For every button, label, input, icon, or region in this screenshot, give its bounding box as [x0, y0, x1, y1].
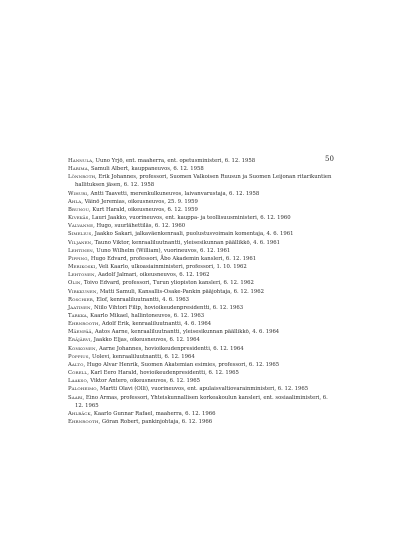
entry-surname: Lehtinen [68, 247, 93, 254]
entry-details: , Eino Armas, professori, Yhteiskunnallisen korkeakoulun kansleri, ent. sosiaaliministeri, 6. 12. 1965 [75, 394, 328, 409]
entry-details: , Karl Eero Harald, hovioikeudenpresidentti, 6. 12. 1965 [87, 370, 239, 377]
list-item [68, 165, 333, 173]
entry-surname: Jaatinen [68, 304, 91, 311]
list-item [68, 157, 333, 165]
entry-details: , Antti Taavetti, merenkulkuneuvos, laivanvarustaja, 6. 12. 1958 [87, 190, 260, 197]
entry-surname: Kivekäs [68, 215, 89, 222]
entry-surname: Laakso [68, 378, 87, 385]
list-item [68, 263, 333, 271]
entry-details: , Väinö Jeremias, oikeusneuvos, 25. 9. 1959 [81, 198, 198, 205]
entry-surname: Aalto [68, 361, 84, 368]
list-item [68, 304, 333, 312]
list-item [68, 394, 333, 410]
entry-surname: Hannula [68, 158, 93, 164]
entry-surname: Ahla [68, 198, 82, 205]
entry-details: , Samuli Albert, kauppaneuvos, 6. 12. 1958 [87, 166, 204, 173]
entry-details: , Toivo Edvard, professori, Turun yliopiston kansleri, 6. 12. 1962 [80, 280, 254, 287]
entry-details: , Veli Kaarlo, ulkoasiainministeri, professori, 1. 10. 1962 [95, 264, 247, 271]
entry-details: , Hugo, suurlähettiläs, 6. 12. 1960 [93, 223, 186, 230]
list-item [68, 377, 333, 385]
entry-surname: Virkkunen [68, 288, 97, 295]
entry-surname: Paloheimo [68, 386, 97, 393]
list-item [68, 222, 333, 230]
entry-surname: Valvanne [68, 223, 94, 230]
entry-surname: Merikoski [68, 264, 96, 271]
entry-surname: Viljanen [68, 239, 92, 246]
honors-list [68, 157, 333, 426]
entry-details: , Lauri Jaakko, vuorineuvos, ent. kauppa- ja teollisuusministeri, 6. 12. 1960 [88, 215, 291, 222]
entry-surname: Ahlbäck [68, 410, 91, 417]
page-number: 50 [325, 155, 334, 163]
entry-details: , Hugo Edvard, professori, Åbo Akademin kansleri, 6. 12. 1961 [87, 255, 257, 262]
list-item [68, 320, 333, 328]
entry-surname: Corell [68, 370, 88, 377]
entry-surname: Wihuri [68, 190, 88, 197]
list-item [68, 190, 333, 198]
entry-details: , Uuno Yrjö, ent. maaherra, ent. opetusministeri, 6. 12. 1958 [92, 158, 256, 164]
entry-details: , Kurt Harald, oikeusneuvos, 6. 12. 1959 [89, 206, 198, 213]
entry-surname: Brunou [68, 206, 90, 213]
entry-surname: Simelius [68, 231, 92, 238]
list-item [68, 312, 333, 320]
list-item [68, 369, 333, 377]
list-item [68, 345, 333, 353]
entry-details: , Kaarlo Gunnar Rafael, maaherra, 6. 12. 1966 [90, 410, 216, 417]
list-item [68, 239, 333, 247]
entry-details: , Kaarlo Mikael, hallintoneuvos, 6. 12. 1963 [86, 312, 205, 319]
entry-surname: Ehrnrooth [68, 321, 99, 328]
list-item [68, 361, 333, 369]
entry-surname: Lönnroth [68, 174, 96, 181]
entry-details: , Tauno Viktor, kenraaliluutnantti, yleisesikunnan päällikkö, 4. 6. 1961 [91, 239, 281, 246]
list-item [68, 198, 333, 206]
entry-details: , Viktor Antero, oikeusneuvos, 6. 12. 1965 [86, 378, 200, 385]
entry-surname: Poppius [68, 353, 89, 360]
entry-surname: Lehtonen [68, 272, 95, 279]
entry-details: , Matti Samuli, Kansallis-Osake-Pankin pääjohtaja, 6. 12. 1962 [96, 288, 264, 295]
entry-details: , Niilo Vihtori Filip, hovioikeudenpresidentti, 6. 12. 1963 [90, 304, 244, 311]
entry-surname: Pipping [68, 255, 88, 262]
list-item [68, 255, 333, 263]
list-item [68, 410, 333, 418]
entry-details: , Martti Olavi (Olli), vuorineuvos, ent. apulaisvaltiovarainministeri, 6. 12. 1965 [96, 386, 309, 393]
list-item [68, 336, 333, 344]
entry-surname: Ehrnrooth [68, 419, 99, 425]
list-item [68, 247, 333, 255]
entry-surname: Harima [68, 166, 88, 173]
entry-details: , Adolf Erik, kenraaliluutnantti, 4. 6. 1964 [98, 321, 212, 328]
entry-details: , Göran Robert, pankinjohtaja, 6. 12. 1966 [98, 419, 213, 425]
entry-surname: Eräjärvi [68, 337, 91, 344]
entry-details: , Jaakko Eljas, oikeusneuvos, 6. 12. 1964 [90, 337, 200, 344]
list-item [68, 230, 333, 238]
list-item [68, 418, 333, 426]
entry-details: , Aarne Johannes, hovioikeudenpresidentti, 6. 12. 1964 [95, 345, 244, 352]
list-item [68, 328, 333, 336]
list-item [68, 279, 333, 287]
entry-surname: Roschier [68, 296, 93, 303]
entry-surname: Konkonen [68, 345, 96, 352]
entry-surname: Tarkka [68, 312, 87, 319]
list-item [68, 173, 333, 189]
list-item [68, 271, 333, 279]
list-item [68, 214, 333, 222]
entry-surname: Mäenpää [68, 329, 92, 336]
list-item [68, 296, 333, 304]
entry-surname: Olin [68, 280, 81, 287]
entry-details: , Elof, kenraaliluutnantti, 4. 6. 1963 [92, 296, 190, 303]
entry-details: , Aadolf Jalmari, oikeusneuvos, 6. 12. 1962 [94, 272, 210, 279]
list-item [68, 385, 333, 393]
list-item [68, 353, 333, 361]
entry-details: , Jaakko Sakari, jalkaväenkenraali, puolustusvoimain komentaja, 4. 6. 1961 [91, 231, 294, 238]
entry-surname: Saari [68, 394, 83, 401]
entry-details: , Uuno Wilhelm (William), vuorineuvos, 6. 12. 1961 [92, 247, 231, 254]
entry-details: , Aatos Aarne, kenraaliluutnantti, yleisesikunnan päällikkö, 4. 6. 1964 [91, 329, 280, 336]
list-item [68, 206, 333, 214]
entry-details: , Hugo Alvar Henrik, Suomen Akatemian esimies, professori, 6. 12. 1965 [83, 361, 280, 368]
list-item [68, 288, 333, 296]
entry-details: , Uolevi, kenraaliluutnantti, 6. 12. 1964 [88, 353, 195, 360]
entry-details: , Erik Johannes, professori, Suomen Valkoisen Ruusun ja Suomen Leijonan ritarikuntien hallituksen jäsen, 6. 12. 1958 [75, 174, 332, 189]
